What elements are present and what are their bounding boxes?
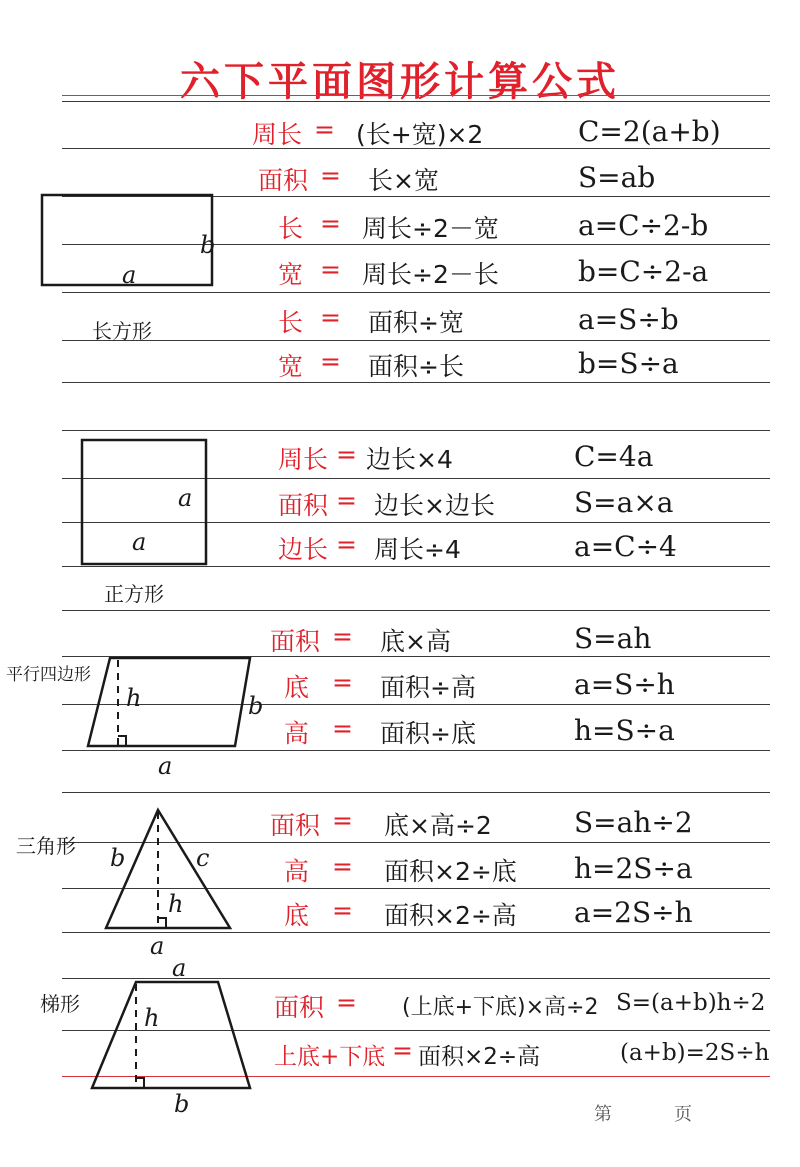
formula-text: 边长×边长 [374,491,495,520]
formula-text: 周长÷2－宽 [362,214,499,243]
equals: = [320,303,341,332]
rect-label-b: b [200,231,216,259]
triangle-figure [96,804,256,964]
formula-row [278,440,772,480]
formula-text: (上底+下底)×高÷2 [402,995,599,1020]
formula-row [278,530,772,570]
formula-text: 周长÷2－长 [362,260,499,289]
formula-symbol: S=ah [574,622,652,655]
formula-symbol: (a+b)=2S÷h [620,1040,770,1066]
para-label-h: h [126,684,142,712]
equals: = [332,622,353,651]
ruled-line [62,792,770,793]
formula-row [252,115,772,155]
equals: = [332,806,353,835]
formula-row [274,988,784,1028]
formula-symbol: a=C÷4 [574,530,677,563]
term: 高 [284,719,310,748]
tri-label-c: c [196,844,210,872]
term: 面积 [258,166,309,195]
equals: = [320,161,341,190]
formula-row [284,896,772,936]
equals: = [336,440,357,469]
equals: = [320,209,341,238]
tri-label-b: b [110,844,126,872]
rect-label-a: a [122,261,137,289]
section-label-parallelogram: 平行四边形 [6,665,91,685]
formula-symbol: h=2S÷a [574,852,693,885]
formula-text: 面积×2÷高 [418,1044,541,1070]
equals: = [336,988,357,1017]
formula-symbol: h=S÷a [574,714,675,747]
term: 面积 [278,491,329,520]
formula-row [278,209,772,249]
formula-symbol: a=C÷2-b [578,209,709,242]
section-label-square: 正方形 [104,582,164,606]
formula-text: 面积÷长 [368,352,464,381]
ruled-line [62,610,770,611]
title-rule [62,101,770,102]
formula-symbol: S=a×a [574,486,674,519]
formula-row [284,668,772,708]
term: 宽 [278,260,304,289]
formula-text: 面积×2÷高 [384,901,517,930]
parallelogram-figure [80,650,280,780]
formula-text: 面积÷宽 [368,308,464,337]
equals: = [392,1036,413,1065]
section-label-triangle: 三角形 [16,834,76,858]
formula-symbol: C=4a [574,440,654,473]
formula-symbol: S=ab [578,161,656,194]
term: 长 [278,214,304,243]
formula-symbol: b=C÷2-a [578,255,709,288]
formula-row [284,714,772,754]
formula-row [258,161,772,201]
term: 面积 [270,627,321,656]
equals: = [332,896,353,925]
tri-label-a: a [150,932,165,960]
formula-text: 面积×2÷底 [384,857,517,886]
term: 周长 [252,120,303,149]
formula-text: (长+宽)×2 [356,120,484,149]
formula-symbol: a=2S÷h [574,896,693,929]
equals: = [332,714,353,743]
term: 长 [278,308,304,337]
section-label-rectangle: 长方形 [92,319,152,343]
formula-text: 面积÷高 [380,673,476,702]
formula-row [270,622,772,662]
para-label-b: b [248,692,264,720]
term: 宽 [278,352,304,381]
footer-di: 第 [594,1104,612,1125]
tri-label-h: h [168,890,184,918]
equals: = [332,852,353,881]
footer-ye: 页 [674,1104,692,1125]
term: 高 [284,857,310,886]
formula-text: 底×高÷2 [384,811,492,840]
term: 底 [284,673,310,702]
formula-text: 长×宽 [368,166,439,195]
equals: = [314,115,335,144]
formula-text: 边长×4 [366,445,453,474]
equals: = [320,347,341,376]
trap-label-h: h [144,1004,160,1032]
formula-row [278,255,772,295]
formula-text: 周长÷4 [374,535,461,564]
section-label-trapezoid: 梯形 [40,992,80,1016]
rectangle-figure [30,185,230,295]
term: 上底+下底 [274,1044,386,1070]
trapezoid-figure [84,954,264,1120]
term: 面积 [270,811,321,840]
square-label-a-bottom: a [132,528,147,556]
formula-symbol: S=(a+b)h÷2 [616,990,766,1016]
formula-text: 面积÷底 [380,719,476,748]
para-label-a: a [158,752,173,780]
formula-row [270,806,772,846]
formula-symbol: C=2(a+b) [578,115,721,148]
formula-row [278,303,772,343]
equals: = [320,255,341,284]
ruled-line [62,430,770,431]
formula-text: 底×高 [380,627,451,656]
term: 面积 [274,993,325,1022]
formula-row [278,347,772,387]
equals: = [332,668,353,697]
formula-symbol: a=S÷h [574,668,675,701]
formula-row [278,486,772,526]
formula-symbol: a=S÷b [578,303,679,336]
trap-label-b: b [174,1090,190,1118]
formula-row [274,1036,784,1076]
term: 周长 [278,445,329,474]
term: 底 [284,901,310,930]
formula-symbol: S=ah÷2 [574,806,693,839]
square-label-a-side: a [178,484,193,512]
page-title: 六下平面图形计算公式 [180,59,620,105]
equals: = [336,530,357,559]
term: 边长 [278,535,329,564]
title-underline [62,95,770,96]
formula-row [284,852,772,892]
equals: = [336,486,357,515]
formula-symbol: b=S÷a [578,347,679,380]
square-figure [70,432,220,567]
trap-label-a: a [172,954,187,982]
